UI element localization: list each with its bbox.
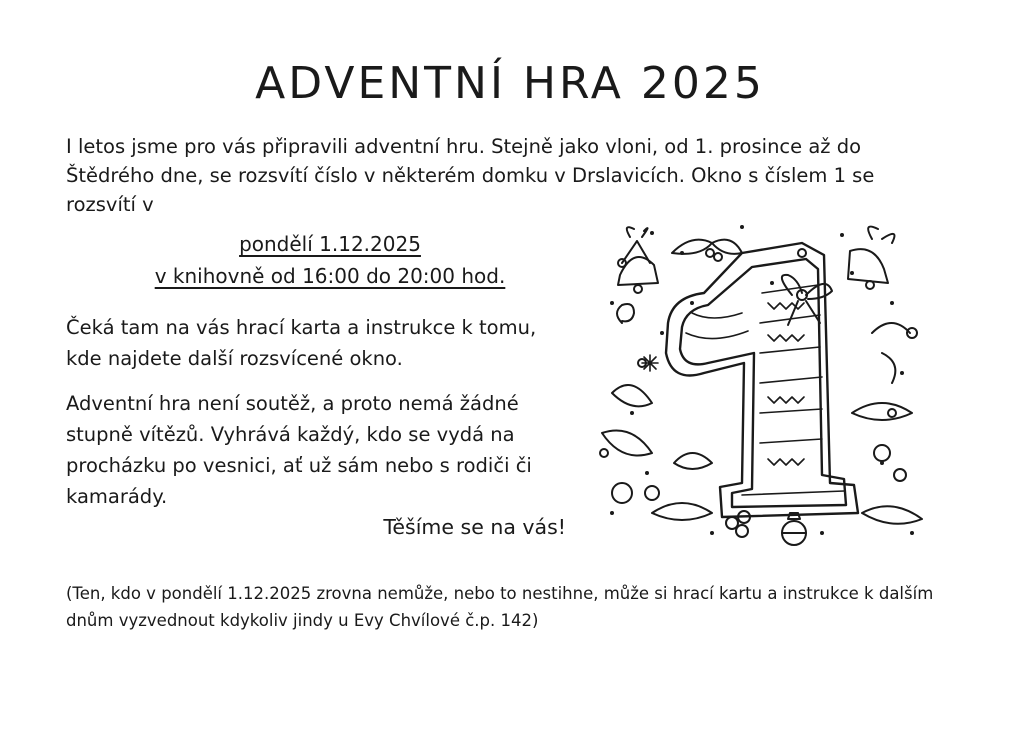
decorated-number-one-illustration	[592, 213, 932, 553]
intro-paragraph: I letos jsme pro vás připravili adventní hru. Stejně jako vloni, od 1. prosince až do Štědrého dne, se rozsvítí číslo v některém domku v Drslavicích. Okno s číslem 1 se rozsvítí v	[66, 135, 875, 216]
page-title: ADVENTNÍ HRA 2025	[255, 58, 765, 109]
footnote: (Ten, kdo v pondělí 1.12.2025 zrovna nemůže, nebo to nestihne, může si hrací kartu a instrukce k dalším dnům vyzvednout kdykoliv jindy u Evy Chvílové č.p. 142)	[66, 584, 934, 630]
closing-greeting: Těšíme se na vás!	[383, 515, 566, 539]
event-place: v knihovně od 16:00 do 20:00 hod.	[154, 264, 506, 288]
event-date: pondělí 1.12.2025	[239, 232, 421, 256]
not-a-competition-paragraph: Adventní hra není soutěž, a proto nemá žádné stupně vítězů. Vyhrává každý, kdo se vydá na procházku po vesnici, ať už sám nebo s rodiči či kamarády.	[66, 392, 532, 508]
game-card-paragraph: Čeká tam na vás hrací karta a instrukce k tomu, kde najdete další rozsvícené okno.	[66, 316, 537, 370]
